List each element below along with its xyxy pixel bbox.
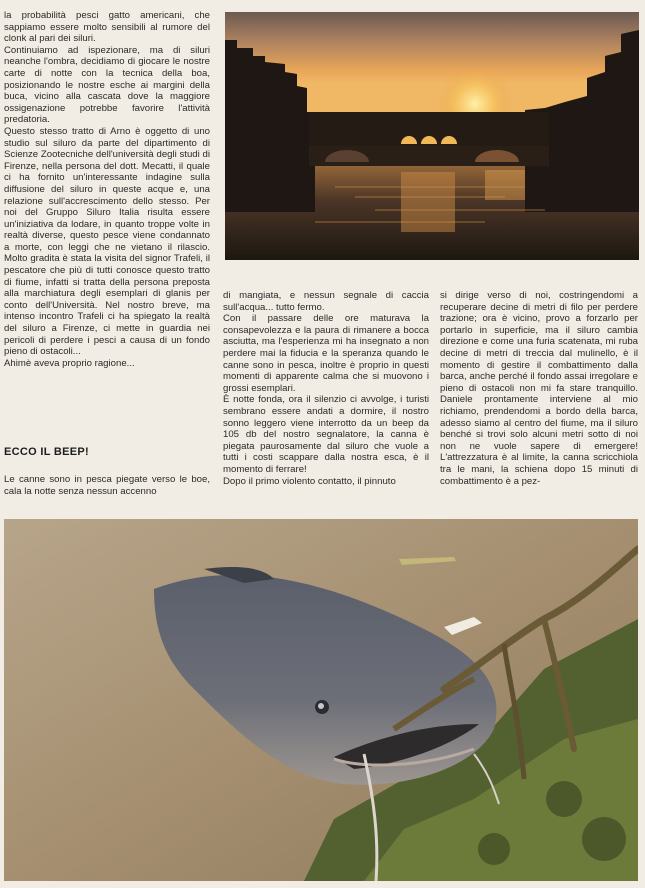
paragraph: di mangiata, e nessun segnale di caccia sull'acqua... tutto fermo. [223,290,429,313]
paragraph: Con il passare delle ore maturava la consapevolezza e la paura di rimanere a bocca asciutta, ma l'esperienza mi ha insegnato a non perdere mai la fiducia e la speranza quando le canne sono in pesca, inoltre è proprio in questi momenti di apparente calma che si muovono i grossi esemplari. [223,313,429,394]
article-column-2 [223,290,429,487]
paragraph: Continuiamo ad ispezionare, ma di siluri neanche l'ombra, decidiamo di giocare le nostre carte di notte con la tecnica della boa, posizionando le nostre esche ai margini della buca, vicino alla cascata dove la maggiore ossigenazione potrebbe favorire l'attività predatoria. [4,44,210,126]
article-column-3 [440,290,638,487]
paragraph: Le canne sono in pesca piegate verso le boe, cala la notte senza nessun accenno [4,474,210,497]
article-column-1 [4,10,210,369]
article-column-1-continued [4,474,210,497]
sunset-bridge-photo [225,12,639,260]
catfish-photo [4,519,638,881]
paragraph: la probabilità pesci gatto americani, che sappiamo essere molto sensibili al rumore del clonk al pari dei siluri. [4,10,210,45]
paragraph: si dirige verso di noi, costringendomi a recuperare decine di metri di filo per perdere trazione; ora è vicino, provo a forzarlo per portarlo in superficie, ma il siluro cambia direzione e come una furia scatenata, mi ruba decine di metri di treccia dal mulinello, è il momento di gestire il combattimento dalla barca, anche perché il fondo assai irregolare e pieno di ostacoli non mi fa stare tranquillo. Daniele prontamente interviene al mio richiamo, prendendomi a bordo della barca, adesso siamo al centro del fiume, ma il siluro benché si trovi solo alcuni metri sotto di noi non ne vuole sapere di emergere! L'attrezzatura è al limite, la canna scricchiola tra le mani, la schiena dopo 15 minuti di combattimento è a pez- [440,290,638,487]
paragraph: È notte fonda, ora il silenzio ci avvolge, i turisti sembrano essere andati a dormire, il nostro sonno leggero viene interrotto da un beep da 105 db del nostro segnalatore, la canna è piegata paurosamente dal siluro che vuole a tutti i costi scappare dalla nostra esca, è il momento di ferrare! [223,394,429,475]
section-heading: ECCO IL BEEP! [4,446,89,458]
paragraph: Ahimè aveva proprio ragione... [4,357,135,369]
paragraph: Questo stesso tratto di Arno è oggetto di uno studio sul siluro da parte del dipartimento di Scienze Zootecniche dell'università degli studi di Firenze, nella persona del dott. Mecatti, il quale ci ha fornito un'interessante indagine sulla diffusione del siluro in queste acque e, una relazione sull'accrescimento dello stesso. Per noi del Gruppo Siluro Italia risulta essere un'iniziativa da lodare, in quanto troppe volte in realtà diverse, questo pesce viene condannato a morte, con leggi che ne vietano il rilascio. Molto gradita è stata la visita del signor Trafeli, il pescatore che più di tutti conosce questo tratto di fiume, infatti si tratta della persona preposta alla marchiatura degli esemplari di glanis per conto dell'Università. Nel nostro breve, ma intenso incontro Trafeli ci ha spiegato la realtà del siluro a Firenze, ci mette in guardia nei pericoli di perdere i pesci a causa di un fondo pieno di ostacoli... [4,125,210,358]
paragraph: Dopo il primo violento contatto, il pinnuto [223,475,396,487]
